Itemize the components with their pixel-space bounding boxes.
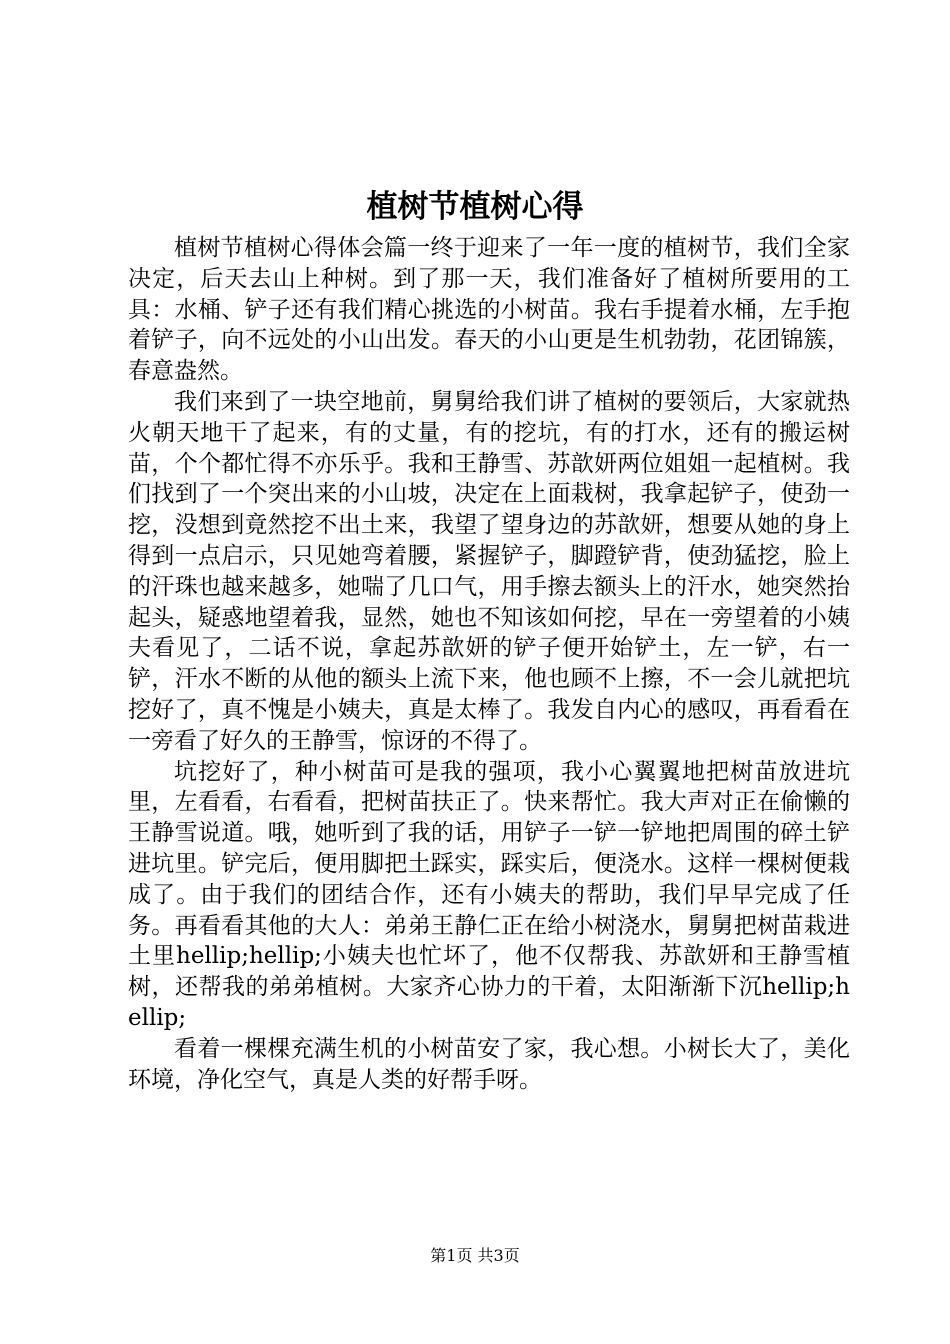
document-title: 植树节植树心得 bbox=[366, 189, 584, 225]
paragraph-2: 我们来到了一块空地前，舅舅给我们讲了植树的要领后，大家就热火朝天地干了起来，有的丈量，有的挖坑，有的打水，还有的搬运树苗，个个都忙得不亦乐乎。我和王静雪、苏歆妍两位姐姐一起植树。我们找到了一个突出来的小山坡，决定在上面栽树，我拿起铲子，使劲一挖，没想到竟然挖不出土来，我望了望身边的苏歆妍，想要从她的身上得到一点启示，只见她弯着腰，紧握铲子，脚蹬铲背，使劲猛挖，脸上的汗珠也越来越多，她喘了几口气，用手擦去额头上的汗水，她突然抬起头，疑惑地望着我，显然，她也不知该如何挖，早在一旁望着的小姨夫看见了，二话不说，拿起苏歆妍的铲子便开始铲土，左一铲，右一铲，汗水不断的从他的额头上流下来，他也顾不上擦，不一会儿就把坑挖好了，真不愧是小姨夫，真是太棒了。我发自内心的感叹，再看看在一旁看了好久的王静雪，惊讶的不得了。 bbox=[128, 388, 850, 754]
paragraph-4: 看着一棵棵充满生机的小树苗安了家，我心想。小树长大了，美化环境，净化空气，真是人类的好帮手呀。 bbox=[128, 1035, 850, 1093]
paragraph-1: 植树节植树心得体会篇一终于迎来了一年一度的植树节，我们全家决定，后天去山上种树。到了那一天，我们准备好了植树所要用的工具：水桶、铲子还有我们精心挑选的小树苗。我右手提着水桶，左手抱着铲子，向不远处的小山出发。春天的小山更是生机勃勃，花团锦簇，春意盎然。 bbox=[128, 235, 850, 385]
paragraph-3: 坑挖好了，种小树苗可是我的强项，我小心翼翼地把树苗放进坑里，左看看，右看看，把树苗扶正了。快来帮忙。我大声对正在偷懒的王静雪说道。哦，她听到了我的话，用铲子一铲一铲地把周围的碎土铲进坑里。铲完后，便用脚把土踩实，踩实后，便浇水。这样一棵树便栽成了。由于我们的团结合作，还有小姨夫的帮助，我们早早完成了任务。再看看其他的大人：弟弟王静仁正在给小树浇水，舅舅把树苗栽进土里hellip;hellip;小姨夫也忙坏了，他不仅帮我、苏歆妍和王静雪植树，还帮我的弟弟植树。大家齐心协力的干着，太阳渐渐下沉hellip;hellip; bbox=[128, 758, 850, 1031]
page-footer: 第1页 共3页 bbox=[430, 1246, 520, 1265]
document-body bbox=[128, 233, 850, 1095]
